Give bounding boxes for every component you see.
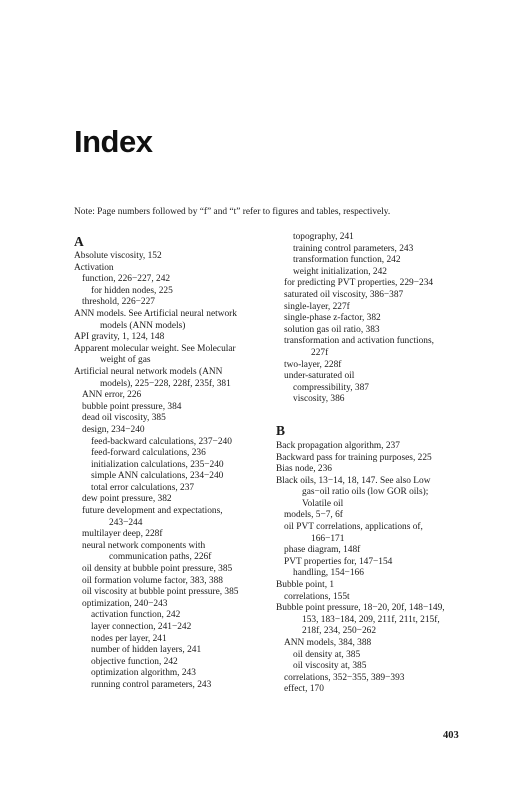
index-entry: Apparent molecular weight. See Molecular — [74, 343, 236, 354]
index-entry: oil PVT correlations, applications of, — [284, 522, 423, 533]
index-entry: weight initialization, 242 — [293, 266, 387, 277]
index-entry: Bubble point, 1 — [276, 580, 335, 591]
index-entry: objective function, 242 — [91, 656, 178, 667]
index-entry: function, 226−227, 242 — [82, 274, 171, 285]
index-entry: feed-forward calculations, 236 — [91, 448, 206, 459]
index-entry: correlations, 155t — [284, 591, 350, 602]
index-entry: simple ANN calculations, 234−240 — [91, 471, 224, 482]
index-entry: total error calculations, 237 — [91, 482, 195, 493]
index-entry: effect, 170 — [284, 684, 324, 695]
index-entry: number of hidden layers, 241 — [91, 645, 202, 656]
index-entry: for hidden nodes, 225 — [91, 285, 173, 296]
index-entry: Back propagation algorithm, 237 — [276, 440, 400, 451]
index-entry: handling, 154−166 — [293, 568, 364, 579]
index-entry: correlations, 352−355, 389−393 — [284, 672, 405, 683]
index-entry: optimization algorithm, 243 — [91, 668, 196, 679]
index-entry: activation function, 242 — [91, 610, 181, 621]
index-entry: phase diagram, 148f — [284, 545, 361, 556]
section-a-entries-continued — [276, 232, 476, 406]
index-entry: running control parameters, 243 — [91, 679, 212, 690]
index-entry: neural network components with — [82, 540, 206, 551]
index-entry: single-layer, 227f — [284, 301, 350, 312]
index-entry-continuation: gas−oil ratio oils (low GOR oils); — [302, 487, 429, 498]
index-entry: Artificial neural network models (ANN — [74, 366, 223, 377]
index-entry: dew point pressure, 382 — [82, 494, 172, 505]
page-number: 403 — [443, 730, 459, 741]
index-entry-continuation: Volatile oil — [302, 498, 344, 509]
index-entry: compressibility, 387 — [293, 382, 369, 393]
index-entry: for predicting PVT properties, 229−234 — [284, 278, 434, 289]
index-entry: under-saturated oil — [284, 371, 355, 382]
index-entry: threshold, 226−227 — [82, 297, 155, 308]
index-entry: solution gas oil ratio, 383 — [284, 324, 380, 335]
index-entry: layer connection, 241−242 — [91, 622, 192, 632]
index-entry: saturated oil viscosity, 386−387 — [284, 289, 404, 300]
index-entry-continuation: 243−244 — [109, 517, 143, 528]
index-entry: bubble point pressure, 384 — [82, 401, 182, 412]
index-entry: models, 5−7, 6f — [284, 510, 343, 521]
page-note: Note: Page numbers followed by “f” and “t” refer to figures and tables, respectively. — [74, 207, 391, 217]
index-entry: oil viscosity at bubble point pressure, 385 — [82, 587, 239, 598]
index-entry: topography, 241 — [293, 232, 354, 242]
index-entry: oil density at, 385 — [293, 649, 361, 660]
index-entry: PVT properties for, 147−154 — [284, 556, 393, 567]
index-entry: API gravity, 1, 124, 148 — [74, 332, 165, 343]
index-entry: single-phase z-factor, 382 — [284, 313, 381, 324]
index-entry-continuation: communication paths, 226f — [109, 552, 212, 563]
section-letter-a: A — [74, 234, 84, 249]
index-entry-continuation: 227f — [311, 347, 329, 358]
index-entry: optimization, 240−243 — [82, 598, 168, 609]
index-entry: two-layer, 228f — [284, 359, 342, 370]
index-entry: Activation — [74, 262, 114, 273]
index-entry-continuation: 166−171 — [311, 533, 345, 544]
index-entry: Backward pass for training purposes, 225 — [276, 452, 432, 463]
index-entry-continuation: models (ANN models) — [100, 320, 186, 331]
index-entry: transformation and activation functions, — [284, 336, 434, 347]
index-entry-continuation: models), 225−228, 228f, 235f, 381 — [100, 378, 231, 389]
index-entry: training control parameters, 243 — [293, 243, 414, 254]
index-entry: oil formation volume factor, 383, 388 — [82, 575, 223, 586]
index-entry: nodes per layer, 241 — [91, 633, 167, 644]
index-entry-continuation: 218f, 234, 250−262 — [302, 626, 377, 637]
index-entry: ANN models. See Artificial neural network — [74, 308, 237, 319]
index-entry: oil viscosity at, 385 — [293, 661, 367, 672]
index-entry: Absolute viscosity, 152 — [74, 251, 162, 261]
index-entry: initialization calculations, 235−240 — [91, 459, 224, 470]
section-a-entries — [74, 251, 274, 692]
index-entry: Black oils, 13−14, 18, 147. See also Low — [276, 475, 431, 486]
index-entry: feed-backward calculations, 237−240 — [91, 436, 232, 447]
index-entry: Bubble point pressure, 18−20, 20f, 148−149, — [276, 603, 445, 614]
index-entry: multilayer deep, 228f — [82, 529, 163, 540]
index-entry-continuation: 153, 183−184, 209, 211f, 211t, 215f, — [302, 614, 440, 625]
index-entry-continuation: weight of gas — [100, 355, 151, 366]
section-letter-b: B — [276, 422, 286, 438]
index-entry: Bias node, 236 — [276, 464, 332, 475]
index-entry: transformation function, 242 — [293, 255, 401, 266]
index-entry: dead oil viscosity, 385 — [82, 413, 166, 424]
index-entry: ANN models, 384, 388 — [284, 638, 372, 648]
index-entry: oil density at bubble point pressure, 385 — [82, 564, 233, 575]
index-entry: viscosity, 386 — [293, 394, 345, 405]
index-entry: ANN error, 226 — [82, 390, 142, 401]
index-title: Index — [74, 124, 153, 159]
index-column-right — [276, 232, 476, 696]
section-b-entries — [276, 441, 476, 696]
index-entry: design, 234−240 — [82, 424, 145, 435]
index-column-left — [74, 232, 274, 692]
index-entry: future development and expectations, — [82, 506, 223, 517]
